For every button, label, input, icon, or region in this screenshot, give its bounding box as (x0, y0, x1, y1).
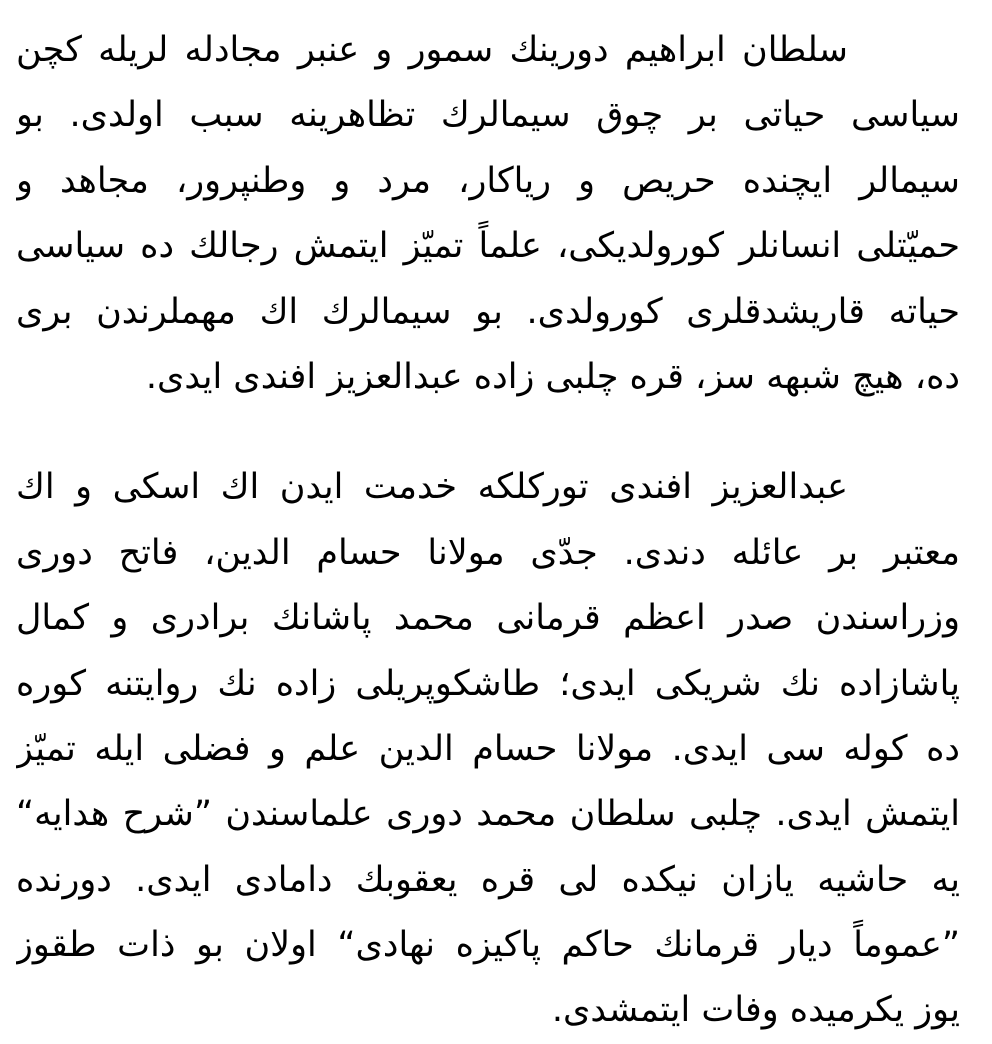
text-line: سياسى حياتى بر چوق سيمالرك تظاهرينه سبب اولدى. بو (16, 95, 960, 136)
text-line: سلطان ابراهيم دورينك سمور و عنبر مجادله لريله كچن (16, 30, 848, 70)
document-page (16, 18, 960, 1044)
text-line: ”عموماً ديار قرمانك حاكم پاكيزه نهادى“ اولان بو ذات طقوز (16, 925, 960, 966)
paragraph-1 (16, 18, 960, 410)
text-line: ده كوله سى ايدى. مولانا حسام الدين علم و فضلى ايله تميّز (16, 728, 960, 769)
text-line: يوز يكرميده وفات ايتمشدى. (551, 990, 960, 1031)
text-line: حميّتلى انسانلر كورولديكى، علماً تميّز ايتمش رجالك ده سياسى (16, 226, 960, 267)
text-line: سيمالر ايچنده حريص و رياكار، مرد و وطنپرور، مجاهد و (16, 160, 960, 201)
text-line: وزراسندن صدر اعظم قرمانى محمد پاشانك برادرى و كمال (16, 598, 960, 639)
text-line: پاشازاده نك شريكى ايدى؛ طاشكوپريلى زاده نك روايتنه كوره (16, 663, 960, 704)
text-line: عبدالعزيز افندى توركلكه خدمت ايدن اك اسكى و اك (16, 467, 848, 508)
text-line: يه حاشيه يازان نيكده لى قره يعقوبك دامادى ايدى. دورنده (16, 859, 960, 900)
text-line: معتبر بر عائله دندى. جدّى مولانا حسام الدين، فاتح دورى (16, 532, 960, 573)
text-line: حياته قاريشدقلرى كورولدى. بو سيمالرك اك مهملرندن برى (16, 291, 960, 332)
paragraph-2 (16, 455, 960, 1044)
paragraph-gap (16, 410, 960, 455)
text-line: ايتمش ايدى. چلبى سلطان محمد دورى علماسندن ”شرح هدايه“ (16, 794, 960, 835)
text-line: ده، هيچ شبهه سز، قره چلبى زاده عبدالعزيز افندى ايدى. (145, 356, 960, 397)
